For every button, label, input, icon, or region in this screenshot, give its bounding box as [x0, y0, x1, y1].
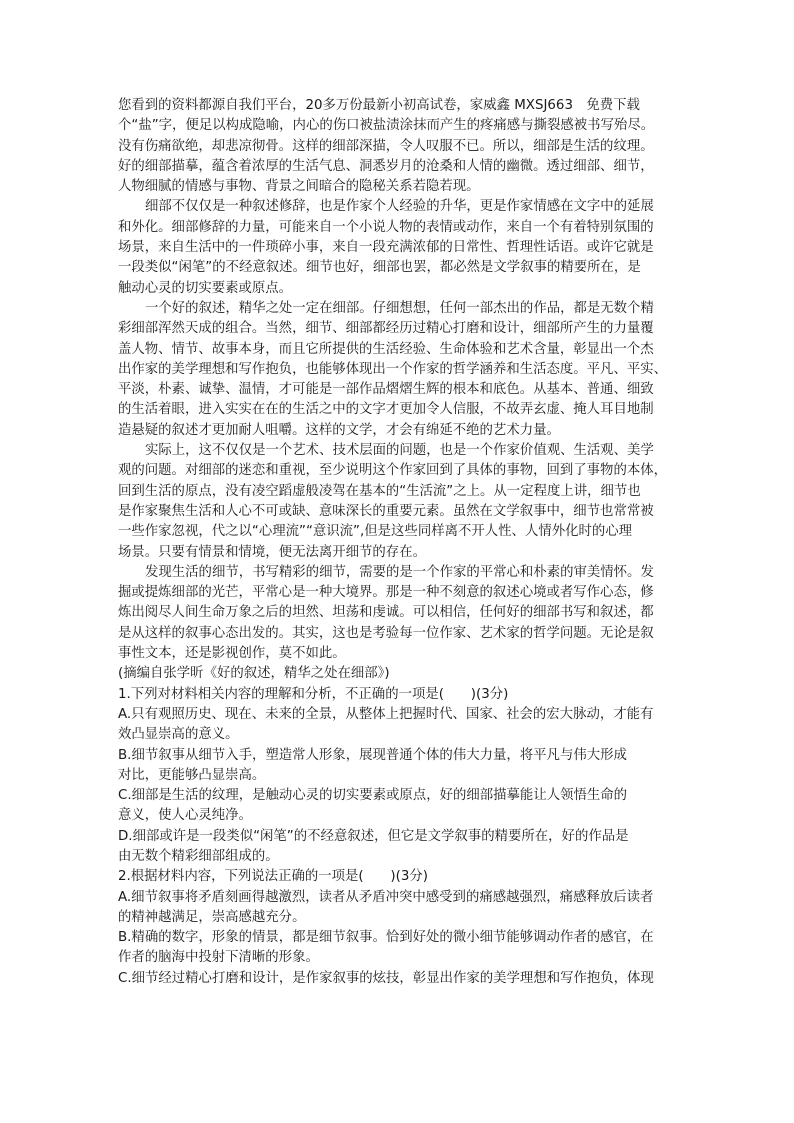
text-line: 没有伤痛欲绝，却悲凉彻骨。这样的细部深描，令人叹服不已。所以，细部是生活的纹理。: [118, 138, 654, 154]
text-line: (摘编自张学昕《好的叙述，精华之处在细部》): [118, 666, 390, 682]
text-line: 效凸显崇高的意义。: [118, 727, 239, 743]
text-line: 炼出阅尽人间生命万象之后的坦然、坦荡和虔诚。可以相信，任何好的细部书写和叙述，都: [118, 605, 654, 621]
text-line: 是从这样的叙事心态出发的。其实，这也是考验每一位作家、艺术家的哲学问题。无论是叙: [118, 625, 654, 641]
text-line: 意义，使人心灵纯净。: [118, 808, 252, 824]
text-line: 细部不仅仅是一种叙述修辞，也是作家个人经验的升华，更是作家情感在文字中的延展: [145, 199, 654, 215]
text-line: A.细节叙事将矛盾刻画得越激烈，读者从矛盾冲突中感受到的痛感越强烈，痛感释放后读者: [118, 889, 654, 905]
document-body: [118, 116, 678, 989]
source-banner: 您看到的资料都源自我们平台，20多万份最新小初高试卷，家威鑫 MXSJ663 免费下载: [118, 98, 640, 113]
text-line: 掘或提炼细部的光芒，平常心是一种大境界。那是一种不刻意的叙述心境或者写作心态，修: [118, 585, 654, 601]
text-line: 观的问题。对细部的迷恋和重视，至少说明这个作家回到了具体的事物，回到了事物的本体，: [118, 463, 668, 479]
text-line: 平淡，朴素、诚挚、温情，才可能是一部作品熠熠生辉的根本和底色。从基本、普通、细致: [118, 382, 654, 398]
text-line: 和外化。细部修辞的力量，可能来自一个小说人物的表情或动作，来自一个有着特别氛围的: [118, 219, 654, 235]
text-line: 对比，更能够凸显崇高。: [118, 767, 266, 783]
text-line: 触动心灵的切实要素或原点。: [118, 280, 293, 296]
text-line: 造悬疑的叙述才更加耐人咀嚼。这样的文学，才会有绵延不绝的艺术力量。: [118, 422, 560, 438]
text-line: 实际上，这不仅仅是一个艺术、技术层面的问题，也是一个作家价值观、生活观、美学: [145, 443, 654, 459]
text-line: 个“盐”字，便足以构成隐喻，内心的伤口被盐渍涂抹而产生的疼痛感与撕裂感被书写殆尽。: [118, 118, 655, 134]
text-line: 好的细部描摹，蕴含着浓厚的生活气息、洞悉岁月的沧桑和人情的幽微。透过细部、细节，: [118, 158, 654, 174]
text-line: 回到生活的原点，没有凌空蹈虚般凌驾在基本的“生活流”之上。从一定程度上讲，细节也: [118, 483, 641, 499]
paragraph: [118, 563, 678, 664]
text-line: 由无数个精彩细部组成的。: [118, 848, 279, 864]
text-line: 发现生活的细节，书写精彩的细节，需要的是一个作家的平常心和朴素的审美情怀。发: [145, 564, 654, 580]
paragraph: [118, 197, 678, 298]
document-page: [118, 96, 678, 989]
text-line: B.精确的数字，形象的情景，都是细节叙事。恰到好处的微小细节能够调动作者的感官，在: [118, 930, 654, 946]
text-line: 一些作家忽视，代之以“心理流”“意识流”,但是这些同样离不开人性、人情外化时的心理: [118, 524, 633, 540]
paragraph: [118, 116, 678, 197]
text-line: 场景。只要有情景和情境，便无法离开细节的存在。: [118, 544, 426, 560]
paragraph: [118, 664, 678, 989]
text-line: C.细部是生活的纹理，是触动心灵的切实要素或原点，好的细部描摹能让人领悟生命的: [118, 788, 628, 804]
text-line: 1.下列对材料相关内容的理解和分析，不正确的一项是( )(3分): [118, 686, 509, 702]
paragraph: [118, 441, 678, 563]
text-line: 的生活着眼，进入实实在在的生活之中的文字才更加令人信服，不故弄玄虚、掩人耳目地制: [118, 402, 654, 418]
text-line: 场景，来自生活中的一件琐碎小事，来自一段充满浓郁的日常性、哲理性话语。或许它就是: [118, 240, 654, 256]
text-line: 一个好的叙述，精华之处一定在细部。仔细想想，任何一部杰出的作品，都是无数个精: [145, 300, 654, 316]
text-line: D.细部或许是一段类似“闲笔”的不经意叙述，但它是文学叙事的精要所在，好的作品是: [118, 828, 629, 844]
text-line: 彩细部浑然天成的组合。当然，细节、细部都经历过精心打磨和设计，细部所产生的力量覆: [118, 321, 654, 337]
text-line: A.只有观照历史、现在、未来的全景，从整体上把握时代、国家、社会的宏大脉动，才能有: [118, 706, 654, 722]
text-line: 人物细腻的情感与事物、背景之间暗合的隐秘关系若隐若现。: [118, 179, 480, 195]
text-line: 2.根据材料内容，下列说法正确的一项是( )(3分): [118, 869, 429, 885]
paragraph: [118, 299, 678, 441]
text-line: 盖人物、情节、故事本身，而且它所提供的生活经验、生命体验和艺术含量，彰显出一个杰: [118, 341, 654, 357]
text-line: 一段类似“闲笔”的不经意叙述。细节也好，细部也罢，都必然是文学叙事的精要所在，是: [118, 260, 641, 276]
text-line: C.细节经过精心打磨和设计，是作家叙事的炫技，彰显出作家的美学理想和写作抱负，体现: [118, 970, 654, 986]
text-line: 作者的脑海中投射下清晰的形象。: [118, 950, 319, 966]
text-line: 事性文本，还是影视创作，莫不如此。: [118, 646, 346, 662]
text-line: 出作家的美学理想和写作抱负，也能够体现出一个作家的哲学涵养和生活态度。平凡、平实、: [118, 361, 668, 377]
text-line: 是作家聚焦生活和人心不可或缺、意味深长的重要元素。虽然在文学叙事中，细节也常常被: [118, 503, 654, 519]
text-line: 的精神越满足，崇高感越充分。: [118, 909, 306, 925]
text-line: B.细节叙事从细节入手，塑造常人形象，展现普通个体的伟大力量，将平凡与伟大形成: [118, 747, 627, 763]
